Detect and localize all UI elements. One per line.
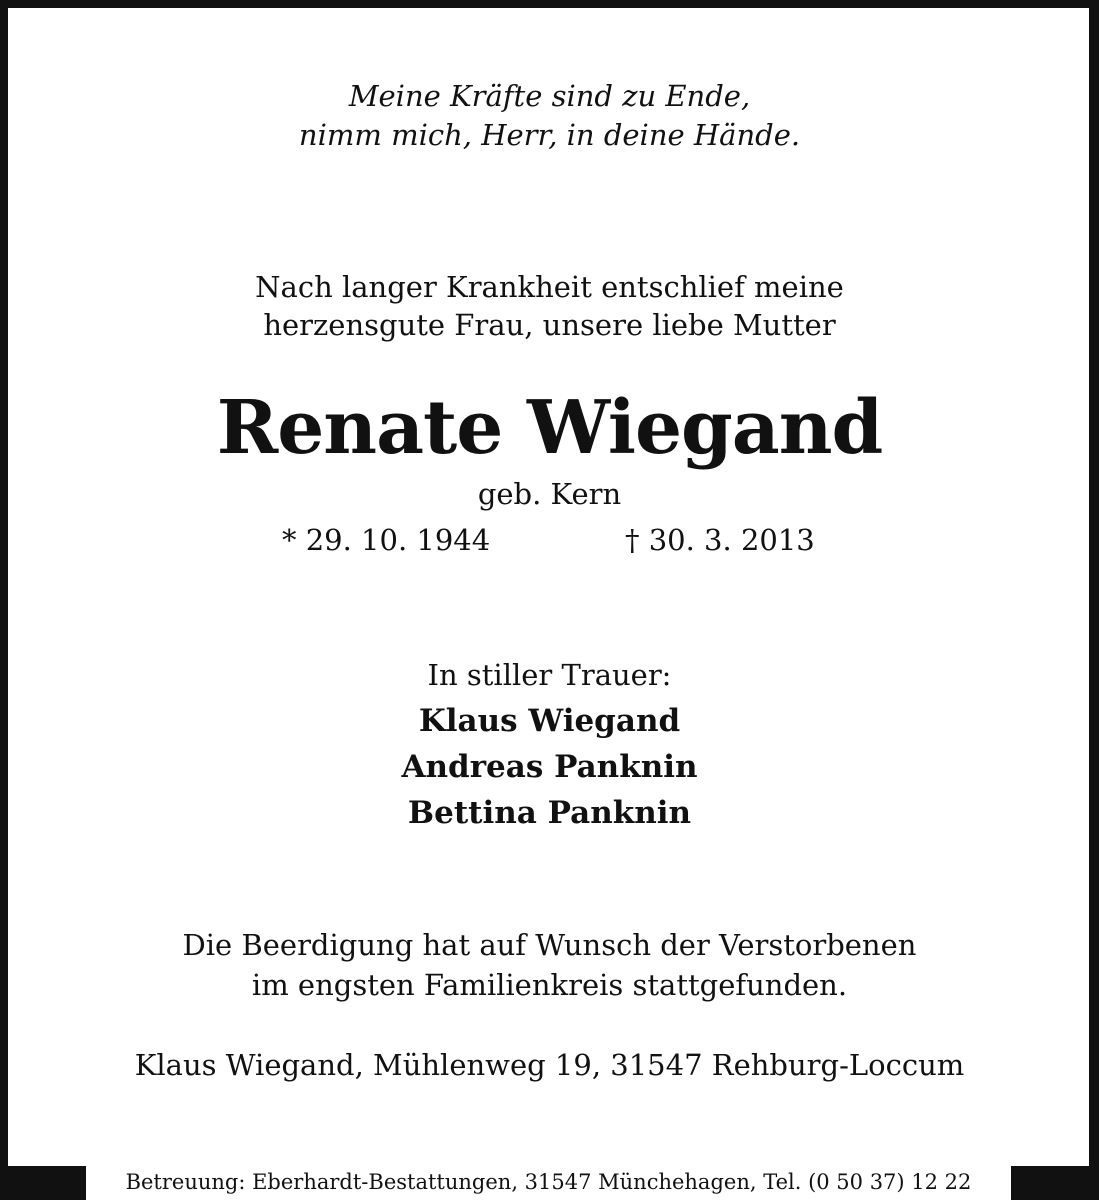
motto-line-1: Meine Kräfte sind zu Ende, — [348, 79, 751, 113]
mourner-name: Bettina Panknin — [407, 795, 692, 831]
mourner-name: Andreas Panknin — [401, 749, 698, 785]
intro-line-1: Nach langer Krankheit entschlief meine — [255, 270, 844, 304]
footer-undertaker: Betreuung: Eberhardt-Bestattungen, 31547 Münchehagen, Tel. (0 50 37) 12 22 — [86, 1166, 1011, 1200]
funeral-line-2: im engsten Familienkreis stattgefunden. — [251, 968, 848, 1002]
mourners-title: In stiller Trauer: — [427, 658, 672, 692]
birth-date: * 29. 10. 1944 — [282, 523, 491, 557]
maiden-name: geb. Kern — [477, 477, 622, 511]
intro-line-2: herzensgute Frau, unsere liebe Mutter — [263, 308, 836, 342]
funeral-line-1: Die Beerdigung hat auf Wunsch der Verstorbenen — [182, 928, 917, 962]
death-date: † 30. 3. 2013 — [625, 523, 815, 557]
mourner-name: Klaus Wiegand — [418, 703, 681, 739]
contact-address: Klaus Wiegand, Mühlenweg 19, 31547 Rehburg-Loccum — [134, 1048, 965, 1082]
deceased-name: Renate Wiegand — [216, 385, 883, 471]
motto-line-2: nimm mich, Herr, in deine Hände. — [298, 118, 801, 152]
